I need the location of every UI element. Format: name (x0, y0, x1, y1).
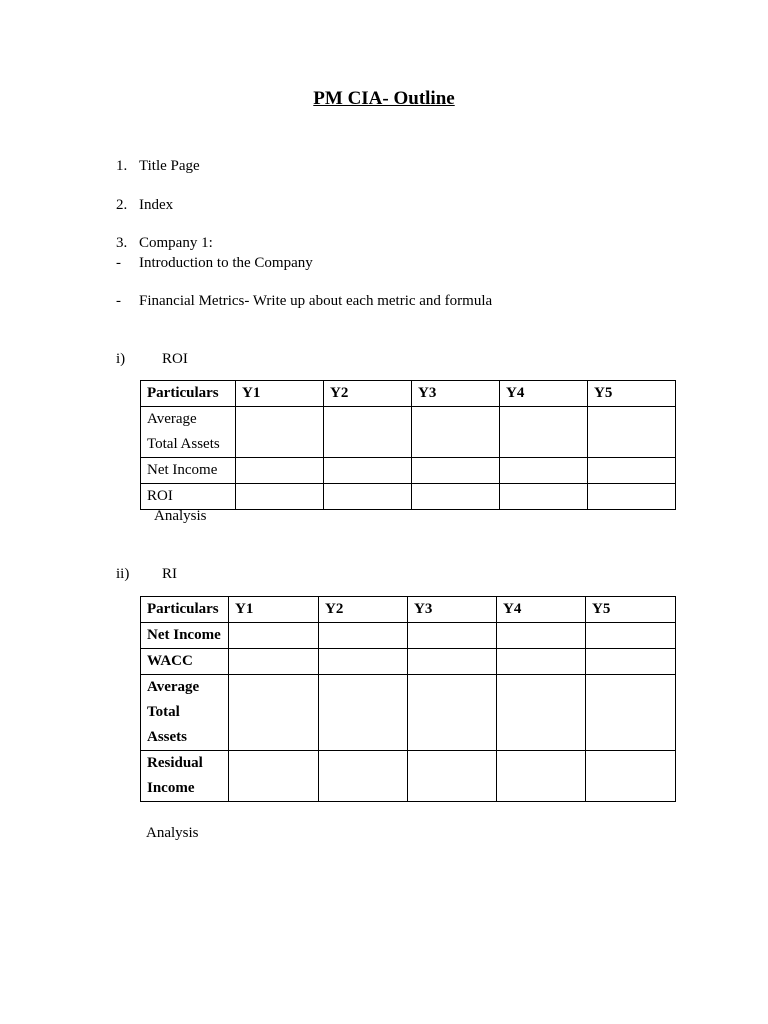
table-row (141, 751, 676, 802)
table-cell[interactable] (586, 649, 676, 675)
ri-table (140, 596, 676, 802)
table-header-cell: Particulars (141, 381, 236, 407)
row-label: Net Income (141, 458, 236, 484)
row-label: WACC (141, 649, 229, 675)
table-header-cell: Y3 (412, 381, 500, 407)
ri-section-marker: ii) (116, 566, 130, 582)
table-header-cell: Y4 (497, 597, 586, 623)
table-row (141, 623, 676, 649)
table-cell[interactable] (229, 675, 319, 751)
row-label: Average Total Assets (141, 407, 236, 458)
table-header-row (141, 597, 676, 623)
table-header-cell: Particulars (141, 597, 229, 623)
outline-marker: 2. (116, 197, 128, 213)
table-cell[interactable] (229, 751, 319, 802)
roi-table (140, 380, 676, 510)
roi-section-name: ROI (162, 351, 188, 367)
document-title: PM CIA- Outline (313, 88, 455, 109)
table-header-cell: Y3 (408, 597, 497, 623)
row-label: Net Income (141, 623, 229, 649)
table-row (141, 675, 676, 751)
table-header-row (141, 381, 676, 407)
outline-text: Financial Metrics- Write up about each metric and formula (139, 293, 493, 309)
row-label: Average Total Assets (141, 675, 229, 751)
table-cell[interactable] (500, 407, 588, 458)
outline-marker: 1. (116, 158, 128, 174)
table-row (141, 458, 676, 484)
table-cell[interactable] (236, 458, 324, 484)
table-header-cell: Y2 (324, 381, 412, 407)
row-label: ROI (141, 484, 236, 510)
table-cell[interactable] (319, 649, 408, 675)
table-header-cell: Y1 (236, 381, 324, 407)
table-cell[interactable] (588, 407, 676, 458)
table-cell[interactable] (412, 484, 500, 510)
table-cell[interactable] (412, 458, 500, 484)
table-cell[interactable] (497, 623, 586, 649)
outline-marker: - (116, 255, 121, 271)
table-cell[interactable] (319, 675, 408, 751)
table-header-cell: Y4 (500, 381, 588, 407)
row-label: Residual Income (141, 751, 229, 802)
outline-text: Company 1: (139, 235, 213, 251)
roi-section-marker: i) (116, 351, 126, 367)
table-cell[interactable] (586, 675, 676, 751)
table-header-cell: Y2 (319, 597, 408, 623)
table-cell[interactable] (412, 407, 500, 458)
table-row (141, 484, 676, 510)
table-cell[interactable] (408, 751, 497, 802)
table-cell[interactable] (408, 675, 497, 751)
ri-analysis-label: Analysis (146, 825, 199, 841)
table-header-cell: Y5 (586, 597, 676, 623)
table-header-cell: Y5 (588, 381, 676, 407)
table-cell[interactable] (586, 751, 676, 802)
table-cell[interactable] (588, 458, 676, 484)
table-cell[interactable] (586, 623, 676, 649)
table-cell[interactable] (497, 675, 586, 751)
table-cell[interactable] (497, 649, 586, 675)
table-row (141, 649, 676, 675)
outline-text: Title Page (139, 158, 200, 174)
table-header-cell: Y1 (229, 597, 319, 623)
outline-marker: 3. (116, 235, 128, 251)
table-cell[interactable] (324, 407, 412, 458)
table-cell[interactable] (324, 484, 412, 510)
table-cell[interactable] (319, 623, 408, 649)
table-cell[interactable] (236, 484, 324, 510)
table-cell[interactable] (229, 623, 319, 649)
table-cell[interactable] (408, 649, 497, 675)
table-cell[interactable] (497, 751, 586, 802)
table-row (141, 407, 676, 458)
ri-section-name: RI (162, 566, 177, 582)
table-cell[interactable] (324, 458, 412, 484)
outline-text: Index (139, 197, 174, 213)
table-cell[interactable] (319, 751, 408, 802)
roi-analysis-label: Analysis (154, 508, 207, 524)
table-cell[interactable] (500, 458, 588, 484)
table-cell[interactable] (229, 649, 319, 675)
table-cell[interactable] (408, 623, 497, 649)
table-cell[interactable] (500, 484, 588, 510)
outline-text: Introduction to the Company (139, 255, 313, 271)
table-cell[interactable] (588, 484, 676, 510)
outline-marker: - (116, 293, 121, 309)
table-cell[interactable] (236, 407, 324, 458)
